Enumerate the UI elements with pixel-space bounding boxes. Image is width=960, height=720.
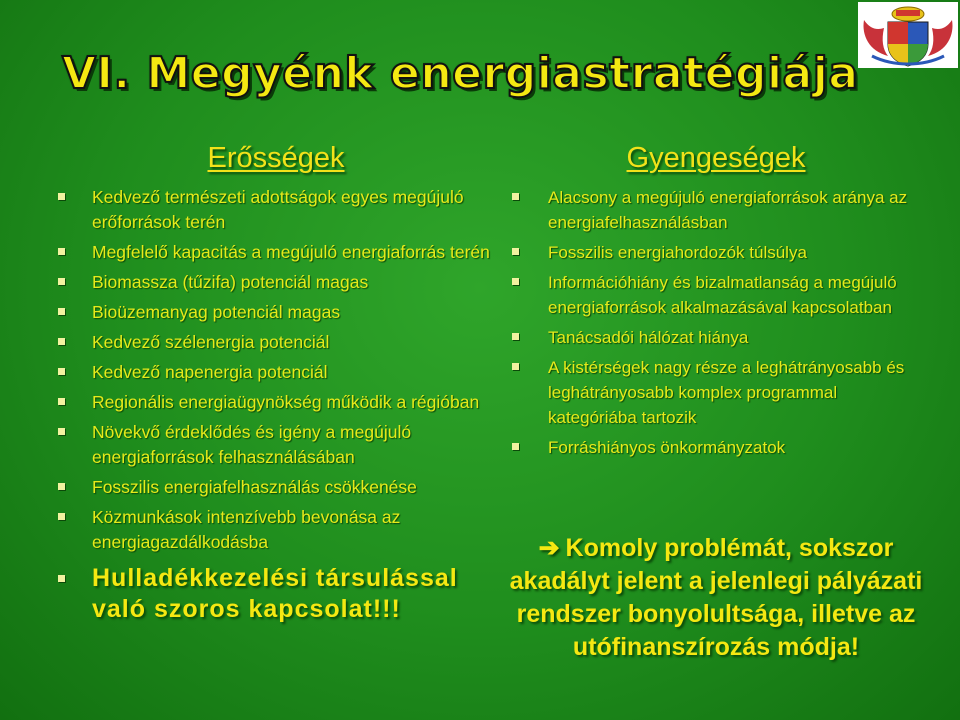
- square-bullet-icon: [58, 193, 65, 200]
- square-bullet-icon: [512, 248, 519, 255]
- list-item-text: Tanácsadói hálózat hiánya: [548, 328, 749, 347]
- strengths-column: [56, 142, 496, 630]
- square-bullet-icon: [58, 483, 65, 490]
- list-item: [56, 360, 496, 385]
- list-item-text: Közmunkások intenzívebb bevonása az energiagazdálkodásba: [92, 507, 401, 552]
- list-item: [56, 240, 496, 265]
- weaknesses-list: [506, 185, 926, 460]
- list-item-text: Forráshiányos önkormányzatok: [548, 438, 786, 457]
- square-bullet-icon: [512, 193, 519, 200]
- list-item-text: Bioüzemanyag potenciál magas: [92, 302, 341, 322]
- list-item: [56, 420, 496, 470]
- weaknesses-column: [506, 142, 926, 465]
- arrow-right-icon: ➔: [538, 534, 560, 562]
- list-item-text: Információhiány és bizalmatlanság a megújuló energiaforrások alkalmazásával kapcsolatban: [548, 273, 897, 317]
- list-item: [56, 270, 496, 295]
- list-item-text: Kedvező szélenergia potenciál: [92, 332, 330, 352]
- list-item-text: Regionális energiaügynökség működik a régióban: [92, 392, 480, 412]
- list-item-text: Fosszilis energiafelhasználás csökkenése: [92, 477, 417, 497]
- list-item: [506, 185, 926, 235]
- list-item-text: Kedvező természeti adottságok egyes megújuló erőforrások terén: [92, 187, 464, 232]
- list-item: [506, 435, 926, 460]
- strengths-list: [56, 185, 496, 625]
- list-item: [56, 330, 496, 355]
- list-item-text: Hulladékkezelési társulással való szoros kapcsolat!!!: [92, 564, 458, 623]
- list-item-text: Kedvező napenergia potenciál: [92, 362, 328, 382]
- square-bullet-icon: [58, 248, 65, 255]
- list-item: [56, 505, 496, 555]
- list-item: [56, 475, 496, 500]
- square-bullet-icon: [58, 513, 65, 520]
- square-bullet-icon: [58, 398, 65, 405]
- list-item-text: A kistérségek nagy része a leghátrányosabb és leghátrányosabb komplex programmal kategóriába tartozik: [548, 358, 905, 427]
- list-item-highlight: [56, 563, 496, 625]
- list-item: [506, 240, 926, 265]
- list-item: [56, 300, 496, 325]
- square-bullet-icon: [58, 575, 65, 582]
- list-item: [56, 390, 496, 415]
- list-item-text: Alacsony a megújuló energiaforrások aránya az energiafelhasználásban: [548, 188, 908, 232]
- list-item: [506, 355, 926, 430]
- page-title: VI. Megyénk energiastratégiája: [62, 48, 859, 99]
- square-bullet-icon: [512, 333, 519, 340]
- conclusion-text: Komoly problémát, sokszor akadályt jelent a jelenlegi pályázati rendszer bonyolultsága, illetve az utófinanszírozás módja!: [509, 534, 923, 661]
- conclusion-text-block: [506, 532, 926, 664]
- square-bullet-icon: [58, 338, 65, 345]
- square-bullet-icon: [58, 368, 65, 375]
- strengths-heading: Erősségek: [207, 142, 345, 174]
- square-bullet-icon: [512, 363, 519, 370]
- list-item: [56, 185, 496, 235]
- list-item-text: Növekvő érdeklődés és igény a megújuló energiaforrások felhasználásában: [92, 422, 412, 467]
- square-bullet-icon: [512, 278, 519, 285]
- list-item-text: Fosszilis energiahordozók túlsúlya: [548, 243, 807, 262]
- list-item: [506, 325, 926, 350]
- list-item: [506, 270, 926, 320]
- list-item-text: Biomassza (tűzifa) potenciál magas: [92, 272, 369, 292]
- square-bullet-icon: [58, 428, 65, 435]
- square-bullet-icon: [58, 308, 65, 315]
- list-item-text: Megfelelő kapacitás a megújuló energiaforrás terén: [92, 242, 490, 262]
- square-bullet-icon: [58, 278, 65, 285]
- weaknesses-heading: Gyengeségek: [626, 142, 806, 174]
- square-bullet-icon: [512, 443, 519, 450]
